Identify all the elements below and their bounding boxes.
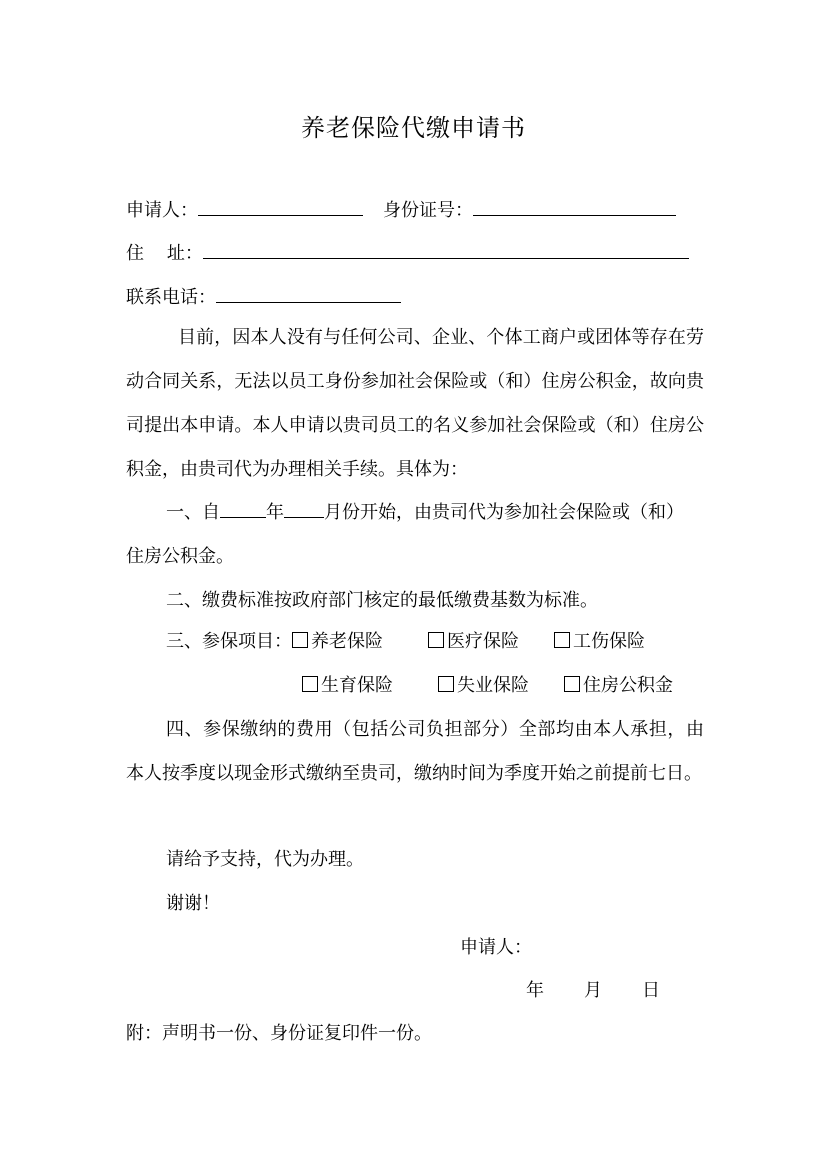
option-label: 工伤保险 bbox=[573, 631, 645, 652]
checkbox-icon[interactable] bbox=[302, 676, 318, 692]
item-2: 二、缴费标准按政府部门核定的最低缴费基数为标准。 bbox=[166, 590, 598, 611]
signature-applicant-label: 申请人： bbox=[460, 937, 532, 958]
checkbox-icon[interactable] bbox=[428, 632, 444, 648]
item-3-label: 三、参保项目： bbox=[166, 631, 292, 652]
item-1-prefix: 一、自 bbox=[166, 502, 220, 523]
item-3-row-2 bbox=[302, 674, 673, 698]
closing-request: 请给予支持，代为办理。 bbox=[166, 849, 364, 870]
option-medical[interactable] bbox=[428, 630, 554, 654]
item-1 bbox=[126, 491, 704, 579]
item-1-continued: 住房公积金。 bbox=[126, 546, 234, 567]
address-blank[interactable] bbox=[203, 240, 689, 259]
item-1-text: 月份开始，由贵司代为参加社会保险或（和） bbox=[324, 502, 684, 523]
id-number-blank[interactable] bbox=[473, 197, 676, 216]
address-label: 住 址： bbox=[126, 243, 203, 264]
option-unemployment[interactable] bbox=[438, 674, 564, 698]
item-4: 四、参保缴纳的费用（包括公司负担部分）全部均由本人承担，由本人按季度以现金形式缴纳至贵司，缴纳时间为季度开始之前提前七日。 bbox=[126, 719, 704, 784]
checkbox-icon[interactable] bbox=[438, 676, 454, 692]
item-1-year: 年 bbox=[266, 502, 284, 523]
checkbox-icon[interactable] bbox=[554, 632, 570, 648]
option-label: 生育保险 bbox=[321, 675, 393, 696]
phone-blank[interactable] bbox=[216, 284, 401, 303]
closing-thanks: 谢谢！ bbox=[166, 893, 220, 914]
signature-date bbox=[526, 979, 660, 1003]
option-label: 养老保险 bbox=[311, 631, 383, 652]
option-pension[interactable] bbox=[292, 630, 428, 654]
start-month-blank[interactable] bbox=[284, 499, 324, 518]
item-3-row-1 bbox=[166, 630, 645, 654]
document-title: 养老保险代缴申请书 bbox=[301, 114, 526, 142]
option-label: 失业保险 bbox=[457, 675, 529, 696]
intro-paragraph: 目前，因本人没有与任何公司、企业、个体工商户或团体等存在劳动合同关系，无法以员工身份参加社会保险或（和）住房公积金，故向贵司提出本申请。本人申请以贵司员工的名义参加社会保险或（和）住房公积金，由贵司代为办理相关手续。具体为： bbox=[126, 327, 704, 480]
applicant-blank[interactable] bbox=[198, 197, 363, 216]
phone-row bbox=[126, 284, 401, 310]
date-year: 年 bbox=[526, 980, 544, 1001]
attachment-note: 附：声明书一份、身份证复印件一份。 bbox=[126, 1023, 432, 1044]
start-year-blank[interactable] bbox=[220, 499, 266, 518]
date-day: 日 bbox=[642, 980, 660, 1001]
checkbox-icon[interactable] bbox=[292, 632, 308, 648]
option-housing-fund[interactable] bbox=[564, 674, 673, 698]
applicant-row bbox=[126, 197, 676, 223]
option-maternity[interactable] bbox=[302, 674, 438, 698]
option-injury[interactable] bbox=[554, 630, 645, 654]
phone-label: 联系电话： bbox=[126, 287, 216, 308]
checkbox-icon[interactable] bbox=[564, 676, 580, 692]
id-number-label: 身份证号： bbox=[383, 200, 473, 221]
address-row bbox=[126, 240, 689, 266]
option-label: 医疗保险 bbox=[447, 631, 519, 652]
applicant-label: 申请人： bbox=[126, 200, 198, 221]
date-month: 月 bbox=[584, 980, 602, 1001]
option-label: 住房公积金 bbox=[583, 675, 673, 696]
